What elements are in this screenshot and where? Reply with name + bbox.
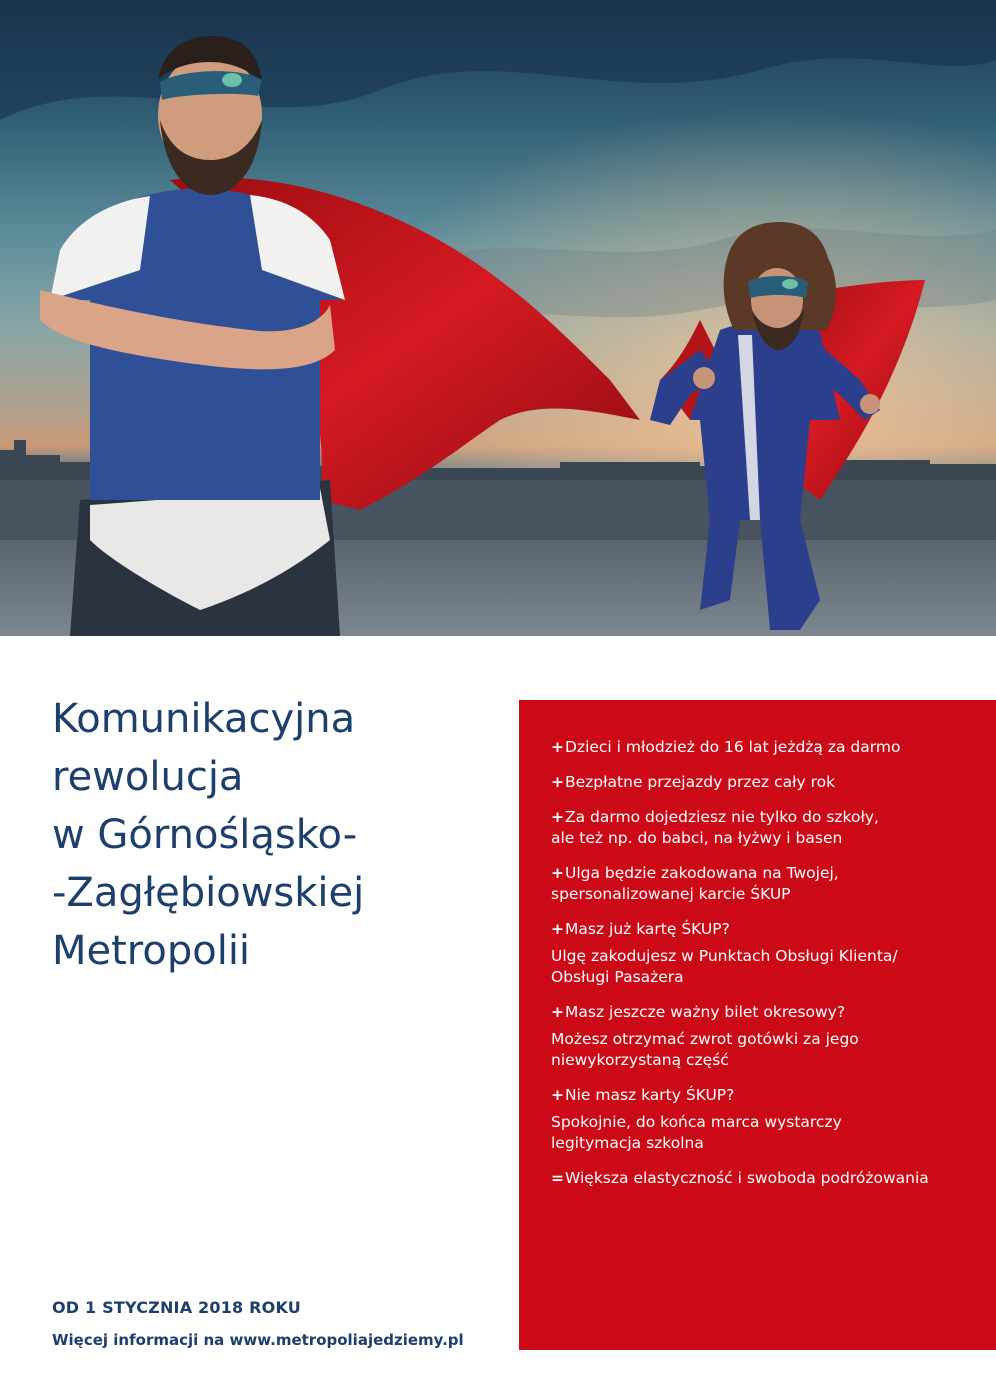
headline-line-5: Metropolii — [52, 928, 251, 974]
benefit-title-cont: ale też np. do babci, na łyżwy i basen — [551, 829, 843, 847]
more-info-link[interactable]: Więcej informacji na www.metropoliajedziemy.pl — [52, 1331, 464, 1349]
benefit-summary — [551, 1168, 982, 1189]
plus-icon: + — [551, 808, 564, 826]
benefit-title: Masz jeszcze ważny bilet okresowy? — [565, 1003, 846, 1021]
plus-icon: + — [551, 864, 564, 882]
plus-icon: + — [551, 1003, 564, 1021]
plus-icon: + — [551, 773, 564, 791]
benefit-description-cont: Obsługi Pasażera — [551, 968, 684, 986]
benefit-description-cont: legitymacja szkolna — [551, 1134, 704, 1152]
headline-line-3: w Górnośląsko- — [52, 812, 358, 858]
headline-line-4: -Zagłębiowskiej — [52, 870, 365, 916]
benefit-title: Ulga będzie zakodowana na Twojej, — [565, 864, 839, 882]
equals-icon: = — [551, 1169, 564, 1187]
benefit-item — [551, 737, 982, 758]
benefit-title: Dzieci i młodzież do 16 lat jeżdżą za darmo — [565, 738, 901, 756]
benefit-description-cont: niewykorzystaną część — [551, 1051, 729, 1069]
benefit-item — [551, 807, 982, 849]
benefits-panel — [519, 700, 996, 1350]
benefit-title: Za darmo dojedziesz nie tylko do szkoły, — [565, 808, 879, 826]
benefit-title: Nie masz karty ŚKUP? — [565, 1086, 735, 1104]
plus-icon: + — [551, 738, 564, 756]
headline-line-1: Komunikacyjna — [52, 696, 356, 742]
superheroes-illustration — [0, 0, 996, 636]
headline-line-2: rewolucja — [52, 754, 244, 800]
benefit-title-cont: spersonalizowanej karcie ŚKUP — [551, 885, 791, 903]
benefit-item — [551, 919, 982, 988]
benefit-item — [551, 772, 982, 793]
benefit-title: Większa elastyczność i swoboda podróżowania — [565, 1169, 929, 1187]
plus-icon: + — [551, 1086, 564, 1104]
benefit-title: Masz już kartę ŚKUP? — [565, 920, 730, 938]
benefit-item — [551, 1002, 982, 1071]
benefit-description: Ulgę zakodujesz w Punktach Obsługi Klienta/ — [551, 947, 898, 965]
benefit-item — [551, 863, 982, 905]
plus-icon: + — [551, 920, 564, 938]
headline — [52, 690, 492, 980]
benefit-item — [551, 1085, 982, 1154]
hero-photo — [0, 0, 996, 636]
start-date: OD 1 STYCZNIA 2018 ROKU — [52, 1298, 301, 1317]
benefit-description: Możesz otrzymać zwrot gotówki za jego — [551, 1030, 859, 1048]
benefit-title: Bezpłatne przejazdy przez cały rok — [565, 773, 836, 791]
benefit-description: Spokojnie, do końca marca wystarczy — [551, 1113, 842, 1131]
